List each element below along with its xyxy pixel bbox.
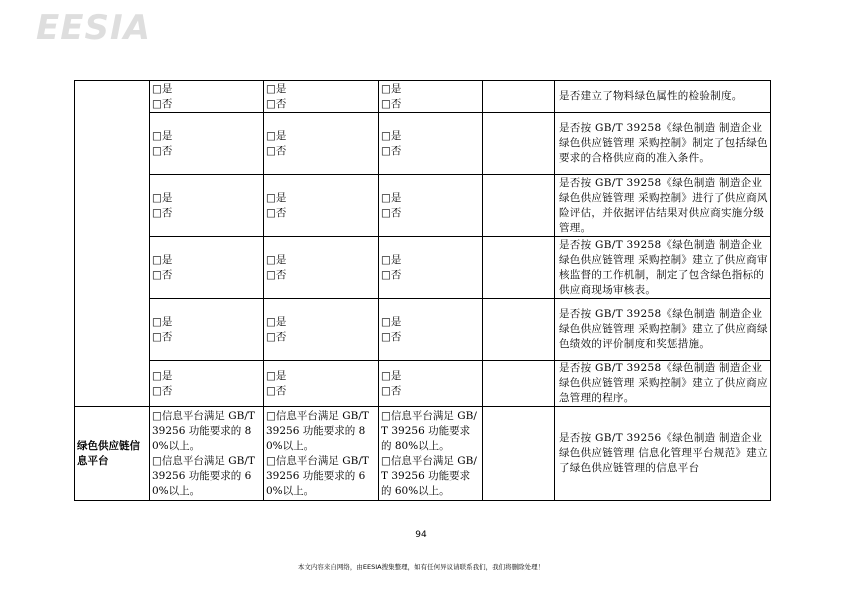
table-row [75,175,771,237]
blank-cell [483,237,555,299]
yes-checkbox[interactable]: □是 [266,82,287,95]
no-checkbox[interactable]: □否 [381,268,402,281]
option-cell[interactable] [150,407,264,501]
yes-checkbox[interactable]: □是 [152,315,173,328]
option-cell[interactable] [150,237,264,299]
option-cell[interactable] [379,237,483,299]
blank-cell [483,299,555,361]
option-cell[interactable] [264,361,379,407]
no-checkbox[interactable]: □否 [381,384,402,397]
no-checkbox[interactable]: □否 [381,330,402,343]
no-checkbox[interactable]: □否 [266,206,287,219]
table-row [75,361,771,407]
option-cell[interactable] [264,407,379,501]
option-cell[interactable] [264,175,379,237]
yes-checkbox[interactable]: □是 [381,191,402,204]
option-80-checkbox[interactable]: □信息平台满足 GB/T 39256 功能要求的 80%以上。 [152,409,255,452]
blank-cell [483,407,555,501]
table-row [75,113,771,175]
eesia-logo: EESIA [36,8,151,48]
requirement-cell: 是否按 GB/T 39258《绿色制造 制造企业绿色供应链管理 采购控制》建立了供应商审核监督的工作机制，制定了包含绿色指标的供应商现场审核表。 [555,237,771,299]
no-checkbox[interactable]: □否 [266,268,287,281]
footer-note: 本文内容来自网络，由EESIA搜集整理，如有任何异议请联系我们，我们将删除处理！ [297,563,545,571]
blank-cell [483,175,555,237]
option-60-checkbox[interactable]: □信息平台满足 GB/T 39256 功能要求的 60%以上。 [381,454,477,497]
no-checkbox[interactable]: □否 [152,330,173,343]
no-checkbox[interactable]: □否 [152,384,173,397]
option-60-checkbox[interactable]: □信息平台满足 GB/T 39256 功能要求的 60%以上。 [152,454,255,497]
option-cell[interactable] [379,407,483,501]
option-cell[interactable] [150,113,264,175]
no-checkbox[interactable]: □否 [266,384,287,397]
no-checkbox[interactable]: □否 [152,206,173,219]
option-80-checkbox[interactable]: □信息平台满足 GB/T 39256 功能要求的 80%以上。 [381,409,477,452]
no-checkbox[interactable]: □否 [266,97,287,110]
no-checkbox[interactable]: □否 [381,206,402,219]
yes-checkbox[interactable]: □是 [381,129,402,142]
requirement-cell: 是否按 GB/T 39258《绿色制造 制造企业绿色供应链管理 采购控制》进行了供应商风险评估，并依据评估结果对供应商实施分级管理。 [555,175,771,237]
yes-checkbox[interactable]: □是 [152,191,173,204]
blank-cell [483,361,555,407]
yes-checkbox[interactable]: □是 [152,129,173,142]
evaluation-table [74,80,771,501]
yes-checkbox[interactable]: □是 [152,253,173,266]
option-cell[interactable] [150,361,264,407]
yes-checkbox[interactable]: □是 [152,369,173,382]
requirement-cell: 是否按 GB/T 39256《绿色制造 制造企业绿色供应链管理 信息化管理平台规范》建立了绿色供应链管理的信息平台 [555,407,771,501]
requirement-cell: 是否按 GB/T 39258《绿色制造 制造企业绿色供应链管理 采购控制》建立了供应商应急管理的程序。 [555,361,771,407]
requirement-cell: 是否建立了物料绿色属性的检验制度。 [555,81,771,113]
no-checkbox[interactable]: □否 [381,97,402,110]
yes-checkbox[interactable]: □是 [152,82,173,95]
yes-checkbox[interactable]: □是 [381,315,402,328]
option-cell[interactable] [379,299,483,361]
yes-checkbox[interactable]: □是 [266,369,287,382]
option-cell[interactable] [150,81,264,113]
table-row [75,299,771,361]
yes-checkbox[interactable]: □是 [266,191,287,204]
page-number: 94 [415,530,427,540]
category-cell: 绿色供应链信息平台 [75,407,150,501]
option-cell[interactable] [264,113,379,175]
no-checkbox[interactable]: □否 [381,144,402,157]
yes-checkbox[interactable]: □是 [266,315,287,328]
yes-checkbox[interactable]: □是 [266,129,287,142]
table-row-info-platform [75,407,771,501]
option-cell[interactable] [379,361,483,407]
option-60-checkbox[interactable]: □信息平台满足 GB/T 39256 功能要求的 60%以上。 [266,454,369,497]
yes-checkbox[interactable]: □是 [381,253,402,266]
option-cell[interactable] [379,113,483,175]
category-cell-empty [75,81,150,407]
option-80-checkbox[interactable]: □信息平台满足 GB/T 39256 功能要求的 80%以上。 [266,409,369,452]
yes-checkbox[interactable]: □是 [381,82,402,95]
requirement-cell: 是否按 GB/T 39258《绿色制造 制造企业绿色供应链管理 采购控制》制定了包括绿色要求的合格供应商的准入条件。 [555,113,771,175]
blank-cell [483,81,555,113]
no-checkbox[interactable]: □否 [152,144,173,157]
table-row [75,237,771,299]
no-checkbox[interactable]: □否 [152,268,173,281]
option-cell[interactable] [379,81,483,113]
option-cell[interactable] [264,237,379,299]
yes-checkbox[interactable]: □是 [381,369,402,382]
no-checkbox[interactable]: □否 [266,144,287,157]
no-checkbox[interactable]: □否 [266,330,287,343]
option-cell[interactable] [264,81,379,113]
option-cell[interactable] [150,299,264,361]
blank-cell [483,113,555,175]
no-checkbox[interactable]: □否 [152,97,173,110]
option-cell[interactable] [150,175,264,237]
yes-checkbox[interactable]: □是 [266,253,287,266]
requirement-cell: 是否按 GB/T 39258《绿色制造 制造企业绿色供应链管理 采购控制》建立了供应商绿色绩效的评价制度和奖惩措施。 [555,299,771,361]
table-row [75,81,771,113]
option-cell[interactable] [379,175,483,237]
option-cell[interactable] [264,299,379,361]
